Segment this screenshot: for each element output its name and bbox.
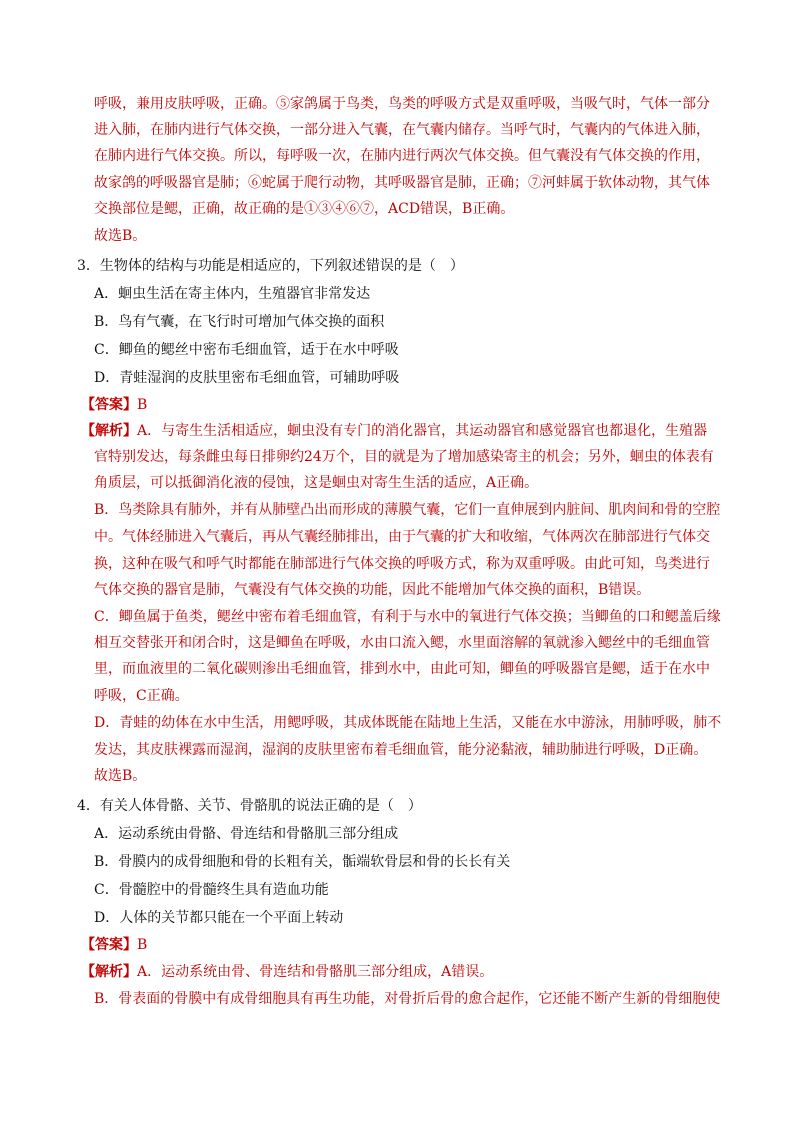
option-b: B．骨膜内的成骨细胞和骨的长粗有关，骺端软骨层和骨的长长有关 (94, 854, 511, 870)
analysis-line: 角质层，可以抵御消化液的侵蚀，这是蛔虫对寄生生活的适应，A正确。 (94, 475, 539, 491)
analysis-label: 【解析】 (81, 964, 137, 980)
option-c: C．鲫鱼的鳃丝中密布毛细血管，适于在水中呼吸 (94, 342, 399, 358)
analysis-line: 换，这种在吸气和呼气时都能在肺部进行气体交换的呼吸方式，称为双重呼吸。由此可知，鸟类进行 (94, 556, 710, 572)
answer-row (81, 935, 147, 955)
analysis-line: 官特别发达，每条雌虫每日排卵约24万个，目的就是为了增加感染寄主的机会；另外，蛔虫的体表有 (94, 449, 714, 465)
option-a: A．蛔虫生活在寄主体内，生殖器官非常发达 (94, 286, 371, 302)
analysis-line: 相互交替张开和闭合时，这是鲫鱼在呼吸，水由口流入鳃，水里面溶解的氧就渗入鳃丝中的毛细血管 (94, 635, 710, 651)
analysis-line: 气体交换的器官是肺，气囊没有气体交换的功能，因此不能增加气体交换的面积，B错误。 (94, 582, 651, 598)
conclusion-line: 故选B。 (94, 228, 147, 244)
question-stem: 4．有关人体骨骼、关节、骨骼肌的说法正确的是（ ） (77, 798, 422, 814)
answer-label: 【答案】 (81, 937, 137, 953)
conclusion-line: 故选B。 (94, 768, 147, 784)
explanation-line: 在肺内进行气体交换。所以，每呼吸一次，在肺内进行两次气体交换。但气囊没有气体交换的作用， (94, 148, 710, 164)
option-d: D．人体的关节都只能在一个平面上转动 (94, 910, 344, 926)
option-c: C．骨髓腔中的骨髓终生具有造血功能 (94, 882, 329, 898)
analysis-line: B．鸟类除具有肺外，并有从肺壁凸出而形成的薄膜气囊，它们一直伸展到内脏间、肌肉间和骨的空腔 (94, 502, 721, 518)
answer-value: B (137, 397, 148, 413)
explanation-line: 交换部位是鳃，正确，故正确的是①③④⑥⑦，ACD错误，B正确。 (94, 201, 515, 217)
analysis-line: 中。气体经肺进入气囊后，再从气囊经肺排出，由于气囊的扩大和收缩，气体两次在肺部进行气体交 (94, 529, 710, 545)
analysis-first-row (81, 962, 493, 982)
analysis-first-row (81, 421, 707, 441)
option-a: A．运动系统由骨骼、骨连结和骨骼肌三部分组成 (94, 826, 399, 842)
explanation-line: 进入肺，在肺内进行气体交换，一部分进入气囊，在气囊内储存。当呼气时，气囊内的气体进入肺， (94, 122, 710, 138)
analysis-line: C．鲫鱼属于鱼类，鳃丝中密布着毛细血管，有利于与水中的氧进行气体交换；当鲫鱼的口和鳃盖后缘 (94, 609, 721, 625)
analysis-line: 呼吸，C正确。 (94, 688, 189, 704)
explanation-line: 呼吸，兼用皮肤呼吸，正确。⑤家鸽属于鸟类，鸟类的呼吸方式是双重呼吸，当吸气时，气体一部分 (94, 96, 710, 112)
answer-value: B (137, 937, 148, 953)
analysis-label: 【解析】 (81, 423, 137, 439)
answer-label: 【答案】 (81, 397, 137, 413)
option-b: B．鸟有气囊，在飞行时可增加气体交换的面积 (94, 314, 385, 330)
option-d: D．青蛙湿润的皮肤里密布毛细血管，可辅助呼吸 (94, 370, 400, 386)
explanation-line: 故家鸽的呼吸器官是肺；⑥蛇属于爬行动物，其呼吸器官是肺，正确；⑦河蚌属于软体动物，其气体 (94, 175, 710, 191)
answer-row (81, 395, 147, 415)
analysis-line: 发达，其皮肤裸露而湿润，湿润的皮肤里密布着毛细血管，能分泌黏液，辅助肺进行呼吸，D正确。 (94, 742, 708, 758)
analysis-line: 里，而血液里的二氧化碳则渗出毛细血管，排到水中，由此可知，鲫鱼的呼吸器官是鳃，适于在水中 (94, 661, 710, 677)
question-stem: 3．生物体的结构与功能是相适应的，下列叙述错误的是（ ） (77, 258, 464, 274)
analysis-line: B．骨表面的骨膜中有成骨细胞具有再生功能，对骨折后骨的愈合起作，它还能不断产生新的骨细胞使 (94, 991, 721, 1007)
analysis-line: A．运动系统由骨、骨连结和骨骼肌三部分组成，A错误。 (137, 964, 494, 980)
analysis-line: A．与寄生生活相适应，蛔虫没有专门的消化器官，其运动器官和感觉器官也都退化，生殖器 (137, 423, 708, 439)
analysis-line: D．青蛙的幼体在水中生活，用鳃呼吸，其成体既能在陆地上生活，又能在水中游泳，用肺呼吸，肺不 (94, 715, 722, 731)
